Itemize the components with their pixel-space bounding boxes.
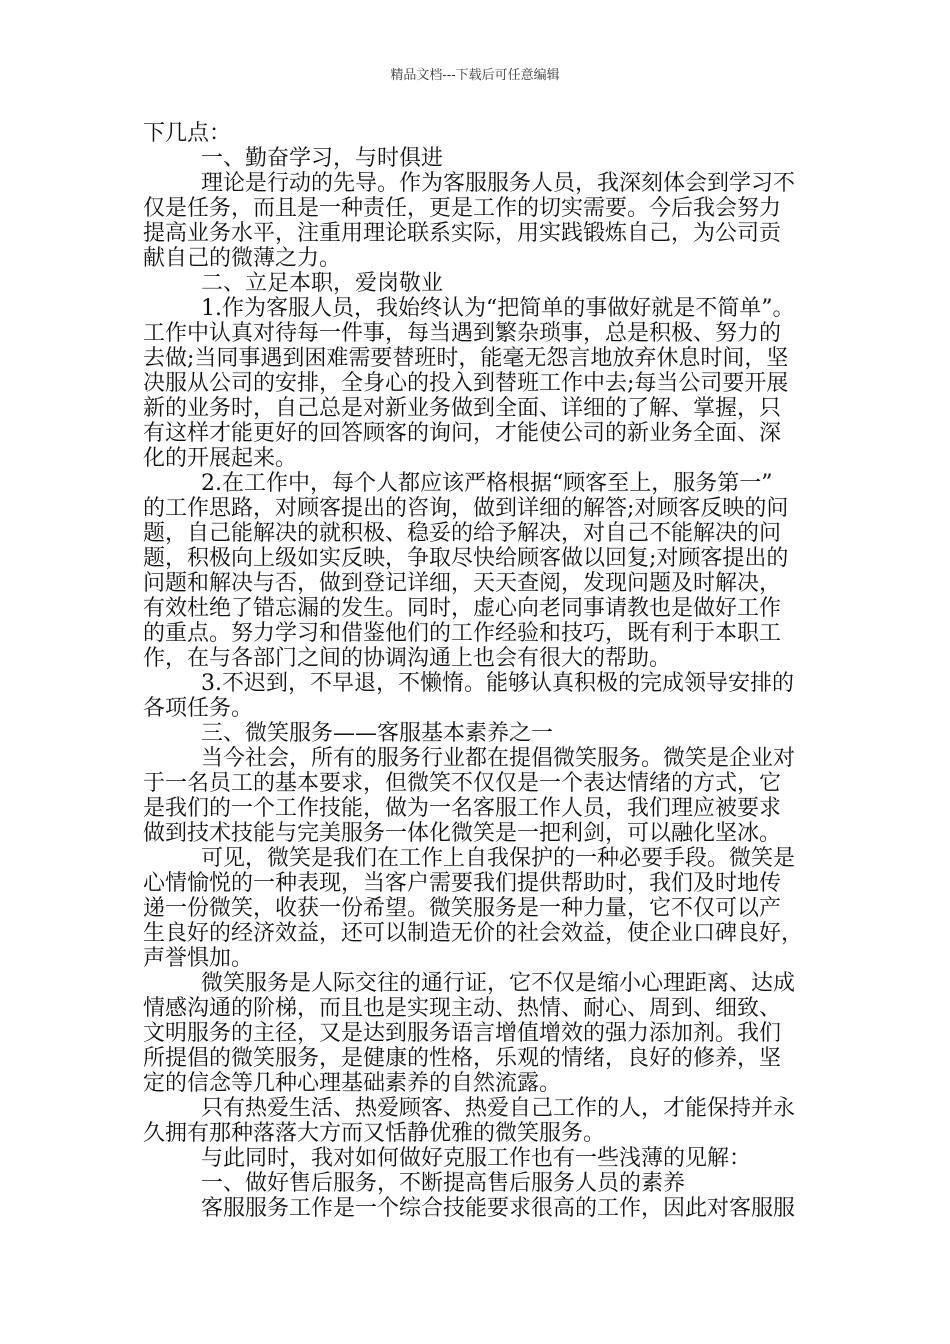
- text-line: 二、立足本职，爱岗敬业: [201, 271, 444, 296]
- text-line: 工作中认真对待每一件事，每当遇到繁杂琐事，总是积极、努力的: [143, 321, 782, 346]
- text-line: 一、做好售后服务，不断提高售后服务人员的素养: [201, 1171, 686, 1196]
- text-line: 1.作为客服人员，我始终认为“把简单的事做好就是不简单”。: [201, 296, 795, 321]
- text-line: 问题和解决与否，做到登记详细，天天查阅，发现问题及时解决，: [143, 571, 782, 596]
- text-line: 定的信念等几种心理基础素养的自然流露。: [143, 1071, 562, 1096]
- text-line: 题，积极向上级如实反映，争取尽快给顾客做以回复;对顾客提出的: [143, 546, 789, 571]
- text-line: 当今社会，所有的服务行业都在提倡微笑服务。微笑是企业对: [201, 746, 796, 771]
- text-line: 的重点。努力学习和借鉴他们的工作经验和技巧，既有利于本职工: [143, 621, 782, 646]
- text-line: 理论是行动的先导。作为客服服务人员，我深刻体会到学习不: [201, 171, 796, 196]
- text-line: 题，自己能解决的就积极、稳妥的给予解决，对自己不能解决的问: [143, 521, 782, 546]
- text-line: 决服从公司的安排，全身心的投入到替班工作中去;每当公司要开展: [143, 371, 789, 396]
- text-line: 于一名员工的基本要求，但微笑不仅仅是一个表达情绪的方式，它: [143, 771, 782, 796]
- text-line: 作，在与各部门之间的协调沟通上也会有很大的帮助。: [143, 646, 672, 671]
- text-line: 只有热爱生活、热爱顾客、热爱自己工作的人，才能保持并永: [201, 1096, 796, 1121]
- text-line: 客服服务工作是一个综合技能要求很高的工作，因此对客服服: [201, 1196, 796, 1221]
- text-line: 与此同时，我对如何做好克服工作也有一些浅薄的见解：: [201, 1146, 752, 1171]
- text-line: 声誉惧加。: [143, 946, 254, 971]
- text-line: 下几点：: [143, 121, 232, 146]
- text-line: 心情愉悦的一种表现，当客户需要我们提供帮助时，我们及时地传: [143, 871, 782, 896]
- text-line: 献自己的微薄之力。: [143, 246, 342, 271]
- text-line: 仅是任务，而且是一种责任，更是工作的切实需要。今后我会努力: [143, 196, 782, 221]
- page-header: 精品文档---下载后可任意编辑: [390, 68, 560, 83]
- text-line: 久拥有那种落落大方而又恬静优雅的微笑服务。: [143, 1121, 606, 1146]
- text-line: 新的业务时，自己总是对新业务做到全面、详细的了解、掌握，只: [143, 396, 782, 421]
- text-line: 的工作思路，对顾客提出的咨询，做到详细的解答;对顾客反映的问: [143, 496, 789, 521]
- text-line: 3.不迟到，不早退，不懒惰。能够认真积极的完成领导安排的: [201, 671, 794, 696]
- text-line: 递一份微笑，收获一份希望。微笑服务是一种力量，它不仅可以产: [143, 896, 782, 921]
- document-body: [143, 121, 813, 1221]
- text-line: 可见，微笑是我们在工作上自我保护的一种必要手段。微笑是: [201, 846, 796, 871]
- text-line: 是我们的一个工作技能，做为一名客服工作人员，我们理应被要求: [143, 796, 782, 821]
- text-line: 提高业务水平，注重用理论联系实际，用实践锻炼自己，为公司贡: [143, 221, 782, 246]
- text-line: 三、微笑服务——客服基本素养之一: [201, 721, 554, 746]
- text-line: 各项任务。: [143, 696, 254, 721]
- text-line: 2.在工作中，每个人都应该严格根据“顾客至上，服务第一”: [201, 471, 773, 496]
- text-line: 所提倡的微笑服务，是健康的性格，乐观的情绪，良好的修养，坚: [143, 1046, 782, 1071]
- text-line: 有这样才能更好的回答顾客的询问，才能使公司的新业务全面、深: [143, 421, 782, 446]
- text-line: 有效杜绝了错忘漏的发生。同时，虚心向老同事请教也是做好工作: [143, 596, 782, 621]
- text-line: 生良好的经济效益，还可以制造无价的社会效益，使企业口碑良好，: [143, 921, 804, 946]
- text-line: 去做;当同事遇到困难需要替班时，能毫无怨言地放弃休息时间，坚: [143, 346, 789, 371]
- text-line: 做到技术技能与完美服务一体化微笑是一把利剑，可以融化坚冰。: [143, 821, 782, 846]
- text-line: 化的开展起来。: [143, 446, 298, 471]
- text-line: 微笑服务是人际交往的通行证，它不仅是缩小心理距离、达成: [201, 971, 796, 996]
- text-line: 一、勤奋学习，与时俱进: [201, 146, 444, 171]
- text-line: 文明服务的主径，又是达到服务语言增值增效的强力添加剂。我们: [143, 1021, 782, 1046]
- text-line: 情感沟通的阶梯，而且也是实现主动、热情、耐心、周到、细致、: [143, 996, 782, 1021]
